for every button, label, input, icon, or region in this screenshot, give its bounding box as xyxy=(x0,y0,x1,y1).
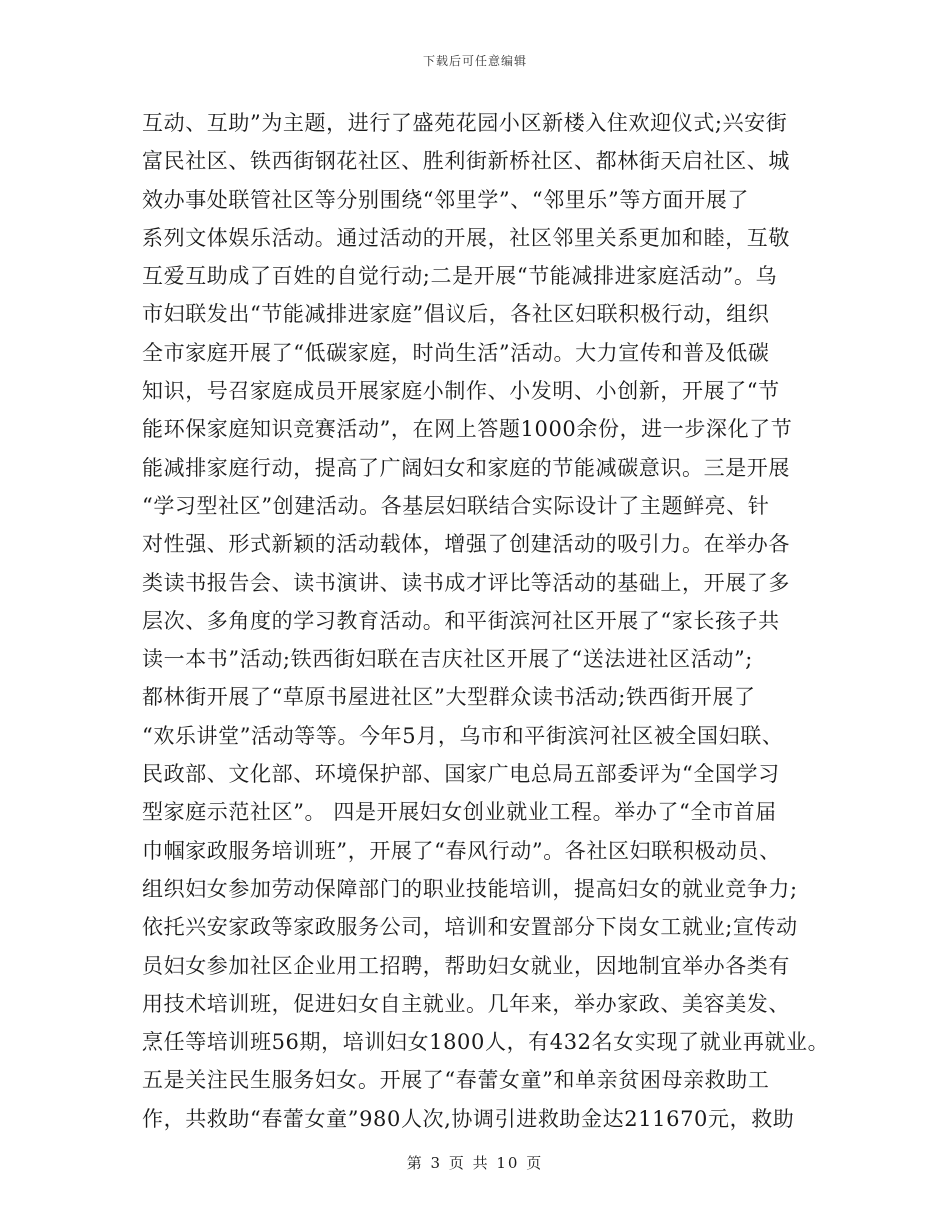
text-line: 型家庭示范社区”。 四是开展妇女创业就业工程。举办了“全市首届 xyxy=(142,800,777,825)
text-line: 互爱互助成了百姓的自觉行动;二是开展“节能减排进家庭活动”。乌 xyxy=(142,264,778,289)
text-line: 互动、互助”为主题，进行了盛苑花园小区新楼入住欢迎仪式;兴安街 xyxy=(142,111,788,135)
text-line: 能环保家庭知识竞赛活动”，在网上答题1000余份，进一步深化了节 xyxy=(142,417,793,442)
text-line: 市妇联发出“节能减排进家庭”倡议后，各社区妇联积极行动，组织 xyxy=(142,302,770,327)
text-line: 读一本书”活动;铁西街妇联在吉庆社区开展了“送法进社区活动”; xyxy=(142,647,753,672)
text-line: 全市家庭开展了“低碳家庭，时尚生活”活动。大力宣传和普及低碳 xyxy=(142,340,770,365)
body-text xyxy=(142,104,832,1138)
text-line: 富民社区、铁西街钢花社区、胜利街新桥社区、都林街天启社区、城 xyxy=(142,149,790,174)
text-line: 系列文体娱乐活动。通过活动的开展，社区邻里关系更加和睦，互敬 xyxy=(142,225,790,250)
page-footer: 第 3 页 共 10 页 xyxy=(406,1154,544,1172)
text-line: 依托兴安家政等家政服务公司，培训和安置部分下岗女工就业;宣传动 xyxy=(142,915,798,940)
text-line: “欢乐讲堂”活动等等。今年5月，乌市和平街滨河社区被全国妇联、 xyxy=(142,723,784,748)
text-line: “学习型社区”创建活动。各基层妇联结合实际设计了主题鲜亮、针 xyxy=(142,493,770,518)
text-line: 用技术培训班，促进妇女自主就业。几年来，举办家政、美容美发、 xyxy=(142,991,790,1016)
text-line: 对性强、形式新颖的活动载体，增强了创建活动的吸引力。在举办各 xyxy=(142,532,790,557)
text-line: 作，共救助“春蕾女童”980人次,协调引进救助金达211670元，救助 xyxy=(142,1106,795,1131)
text-line: 能减排家庭行动，提高了广阔妇女和家庭的节能减碳意识。三是开展 xyxy=(142,455,790,480)
text-line: 知识，号召家庭成员开展家庭小制作、小发明、小创新，开展了“节 xyxy=(142,379,780,404)
text-line: 巾帼家政服务培训班”，开展了“春风行动”。各社区妇联积极动员、 xyxy=(142,838,781,863)
text-line: 组织妇女参加劳动保障部门的职业技能培训，提高妇女的就业竞争力; xyxy=(142,876,798,901)
text-line: 都林街开展了“草原书屋进社区”大型群众读书活动;铁西街开展了 xyxy=(142,685,756,710)
page-header: 下载后可任意编辑 xyxy=(422,54,527,68)
text-line: 民政部、文化部、环境保护部、国家广电总局五部委评为“全国学习 xyxy=(142,762,780,787)
text-line: 效办事处联管社区等分别围绕“邻里学”、“邻里乐”等方面开展了 xyxy=(142,187,749,212)
text-line: 类读书报告会、读书演讲、读书成才评比等活动的基础上，开展了多 xyxy=(142,570,790,595)
text-line: 五是关注民生服务妇女。开展了“春蕾女童”和单亲贫困母亲救助工 xyxy=(142,1068,770,1093)
text-line: 层次、多角度的学习教育活动。和平街滨河社区开展了“家长孩子共 xyxy=(142,608,780,633)
text-line: 员妇女参加社区企业用工招聘，帮助妇女就业，因地制宜举办各类有 xyxy=(142,953,790,978)
text-line: 烹任等培训班56期，培训妇女1800人，有432名女实现了就业再就业。 xyxy=(142,1030,830,1055)
